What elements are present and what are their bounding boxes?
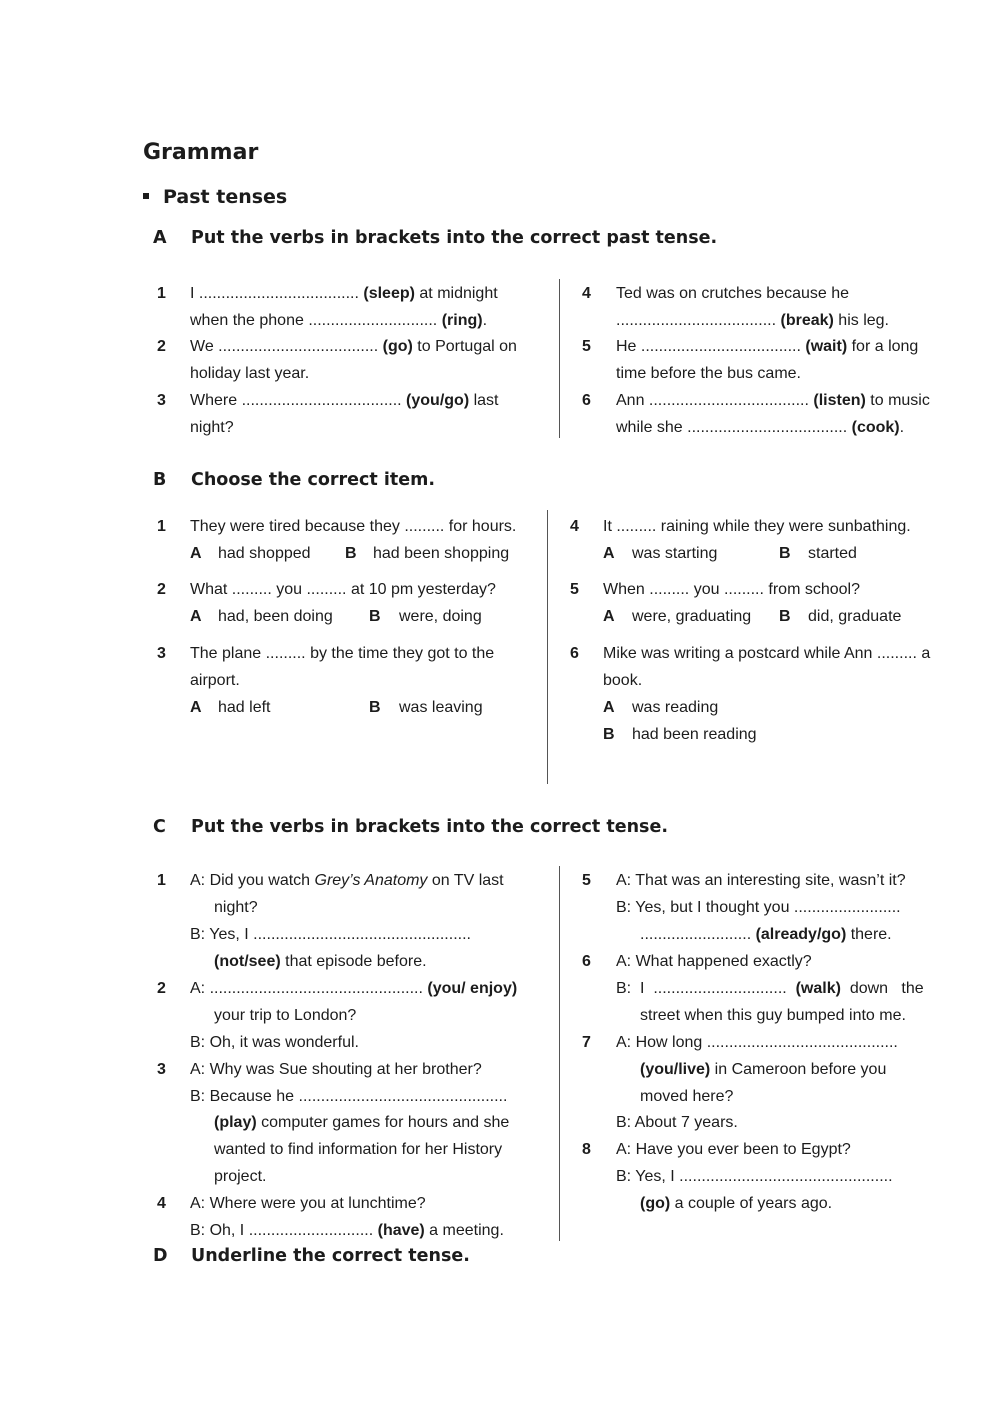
dialogue-line: A: What happened exactly?: [616, 953, 812, 970]
item-number: 7: [582, 1034, 591, 1051]
exercise-line: holiday last year.: [190, 365, 310, 382]
item-number: 6: [582, 392, 591, 409]
exercise-line: I .................................... (sleep) at midnight: [190, 285, 498, 302]
item-number: 2: [157, 338, 166, 355]
option-label: A: [190, 699, 202, 716]
section-subtitle: [143, 186, 287, 208]
dialogue-line: A: Have you ever been to Egypt?: [616, 1141, 851, 1158]
dialogue-line: A: Why was Sue shouting at her brother?: [190, 1061, 482, 1078]
exercise-line: Where .................................... (you/go) last: [190, 392, 499, 409]
dialogue-line: street when this guy bumped into me.: [640, 1007, 906, 1024]
option-label: A: [603, 608, 615, 625]
item-number: 4: [582, 285, 591, 302]
column-divider: [559, 279, 560, 438]
item-number: 5: [582, 872, 591, 889]
option-label: B: [345, 545, 357, 562]
exercise-line: time before the bus came.: [616, 365, 801, 382]
exercise-line: .................................... (break) his leg.: [616, 312, 889, 329]
dialogue-line: A: Did you watch Grey’s Anatomy on TV last: [190, 872, 504, 889]
item-number: 8: [582, 1141, 591, 1158]
dialogue-line: B: Yes, but I thought you ........................: [616, 899, 901, 916]
dialogue-line: (you/live) in Cameroon before you: [640, 1061, 887, 1078]
column-divider: [559, 866, 560, 1241]
dialogue-line: B: I .............................. (walk) down the: [616, 980, 924, 997]
subtitle-text: Past tenses: [163, 186, 288, 208]
question-text: What ......... you ......... at 10 pm yesterday?: [190, 581, 496, 598]
dialogue-line: B: Oh, I ............................ (have) a meeting.: [190, 1222, 504, 1239]
exercise-line: when the phone ............................. (ring).: [190, 312, 488, 329]
option-text[interactable]: did, graduate: [808, 608, 902, 625]
dialogue-line: ......................... (already/go) there.: [640, 926, 892, 943]
question-text: They were tired because they ......... for hours.: [190, 518, 517, 535]
dialogue-line: (go) a couple of years ago.: [640, 1195, 833, 1212]
question-text: airport.: [190, 672, 240, 689]
option-text[interactable]: had been shopping: [373, 545, 510, 562]
dialogue-line: A: Where were you at lunchtime?: [190, 1195, 426, 1212]
dialogue-line: A: ................................................ (you/ enjoy): [190, 980, 518, 997]
item-number: 5: [582, 338, 591, 355]
option-label: A: [603, 545, 615, 562]
exercise-line: while she .................................... (cook).: [616, 419, 905, 436]
dialogue-line: A: How long ...........................................: [616, 1034, 898, 1051]
option-text[interactable]: started: [808, 545, 857, 562]
section-instruction: Put the verbs in brackets into the correct tense.: [191, 817, 668, 837]
option-label: B: [369, 608, 381, 625]
section-instruction: Choose the correct item.: [191, 470, 435, 490]
item-number: 6: [582, 953, 591, 970]
exercise-line: We .................................... (go) to Portugal on: [190, 338, 517, 355]
item-number: 4: [157, 1195, 166, 1212]
dialogue-line: B: Because he ...............................................: [190, 1088, 508, 1105]
column-divider: [547, 510, 548, 784]
item-number: 2: [157, 581, 166, 598]
option-text[interactable]: was reading: [632, 699, 719, 716]
section-letter: D: [153, 1246, 168, 1266]
item-number: 3: [157, 392, 166, 409]
item-number: 6: [570, 645, 579, 662]
option-text[interactable]: were, graduating: [632, 608, 752, 625]
option-text[interactable]: had been reading: [632, 726, 757, 743]
dialogue-line: project.: [214, 1168, 267, 1185]
exercise-line: Ann .................................... (listen) to music: [616, 392, 930, 409]
section-letter: C: [153, 817, 166, 837]
dialogue-line: wanted to find information for her History: [214, 1141, 503, 1158]
dialogue-line: A: That was an interesting site, wasn’t it?: [616, 872, 906, 889]
option-text[interactable]: were, doing: [399, 608, 482, 625]
page-title: Grammar: [143, 140, 259, 165]
exercise-line: He .................................... (wait) for a long: [616, 338, 919, 355]
question-text: The plane ......... by the time they got to the: [190, 645, 495, 662]
option-text[interactable]: was leaving: [399, 699, 483, 716]
question-text: It ......... raining while they were sunbathing.: [603, 518, 911, 535]
item-number: 3: [157, 645, 166, 662]
item-number: 5: [570, 581, 579, 598]
dialogue-line: your trip to London?: [214, 1007, 357, 1024]
dialogue-line: B: Oh, it was wonderful.: [190, 1034, 359, 1051]
question-text: book.: [603, 672, 643, 689]
dialogue-line: (not/see) that episode before.: [214, 953, 427, 970]
item-number: 1: [157, 872, 166, 889]
item-number: 4: [570, 518, 579, 535]
dialogue-line: moved here?: [640, 1088, 734, 1105]
item-number: 3: [157, 1061, 166, 1078]
option-label: A: [603, 699, 615, 716]
option-label: B: [779, 608, 791, 625]
section-instruction: Put the verbs in brackets into the correct past tense.: [191, 228, 718, 248]
item-number: 1: [157, 285, 166, 302]
option-text[interactable]: had, been doing: [218, 608, 333, 625]
dialogue-line: (play) computer games for hours and she: [214, 1114, 510, 1131]
dialogue-line: B: Yes, I ................................................: [616, 1168, 893, 1185]
exercise-line: night?: [190, 419, 234, 436]
option-text[interactable]: was starting: [632, 545, 718, 562]
option-label: A: [190, 608, 202, 625]
dialogue-line: night?: [214, 899, 258, 916]
dialogue-line: B: About 7 years.: [616, 1114, 738, 1131]
question-text: Mike was writing a postcard while Ann ......... a: [603, 645, 931, 662]
section-instruction: Underline the correct tense.: [191, 1246, 470, 1266]
option-text[interactable]: had shopped: [218, 545, 311, 562]
option-text[interactable]: had left: [218, 699, 271, 716]
option-label: B: [603, 726, 615, 743]
option-label: A: [190, 545, 202, 562]
option-label: B: [369, 699, 381, 716]
question-text: When ......... you ......... from school?: [603, 581, 860, 598]
dialogue-line: B: Yes, I .................................................: [190, 926, 471, 943]
exercise-line: Ted was on crutches because he: [616, 285, 850, 302]
option-label: B: [779, 545, 791, 562]
item-number: 2: [157, 980, 166, 997]
section-letter: B: [153, 470, 167, 490]
item-number: 1: [157, 518, 166, 535]
bullet-icon: [143, 193, 149, 199]
section-letter: A: [153, 228, 167, 248]
